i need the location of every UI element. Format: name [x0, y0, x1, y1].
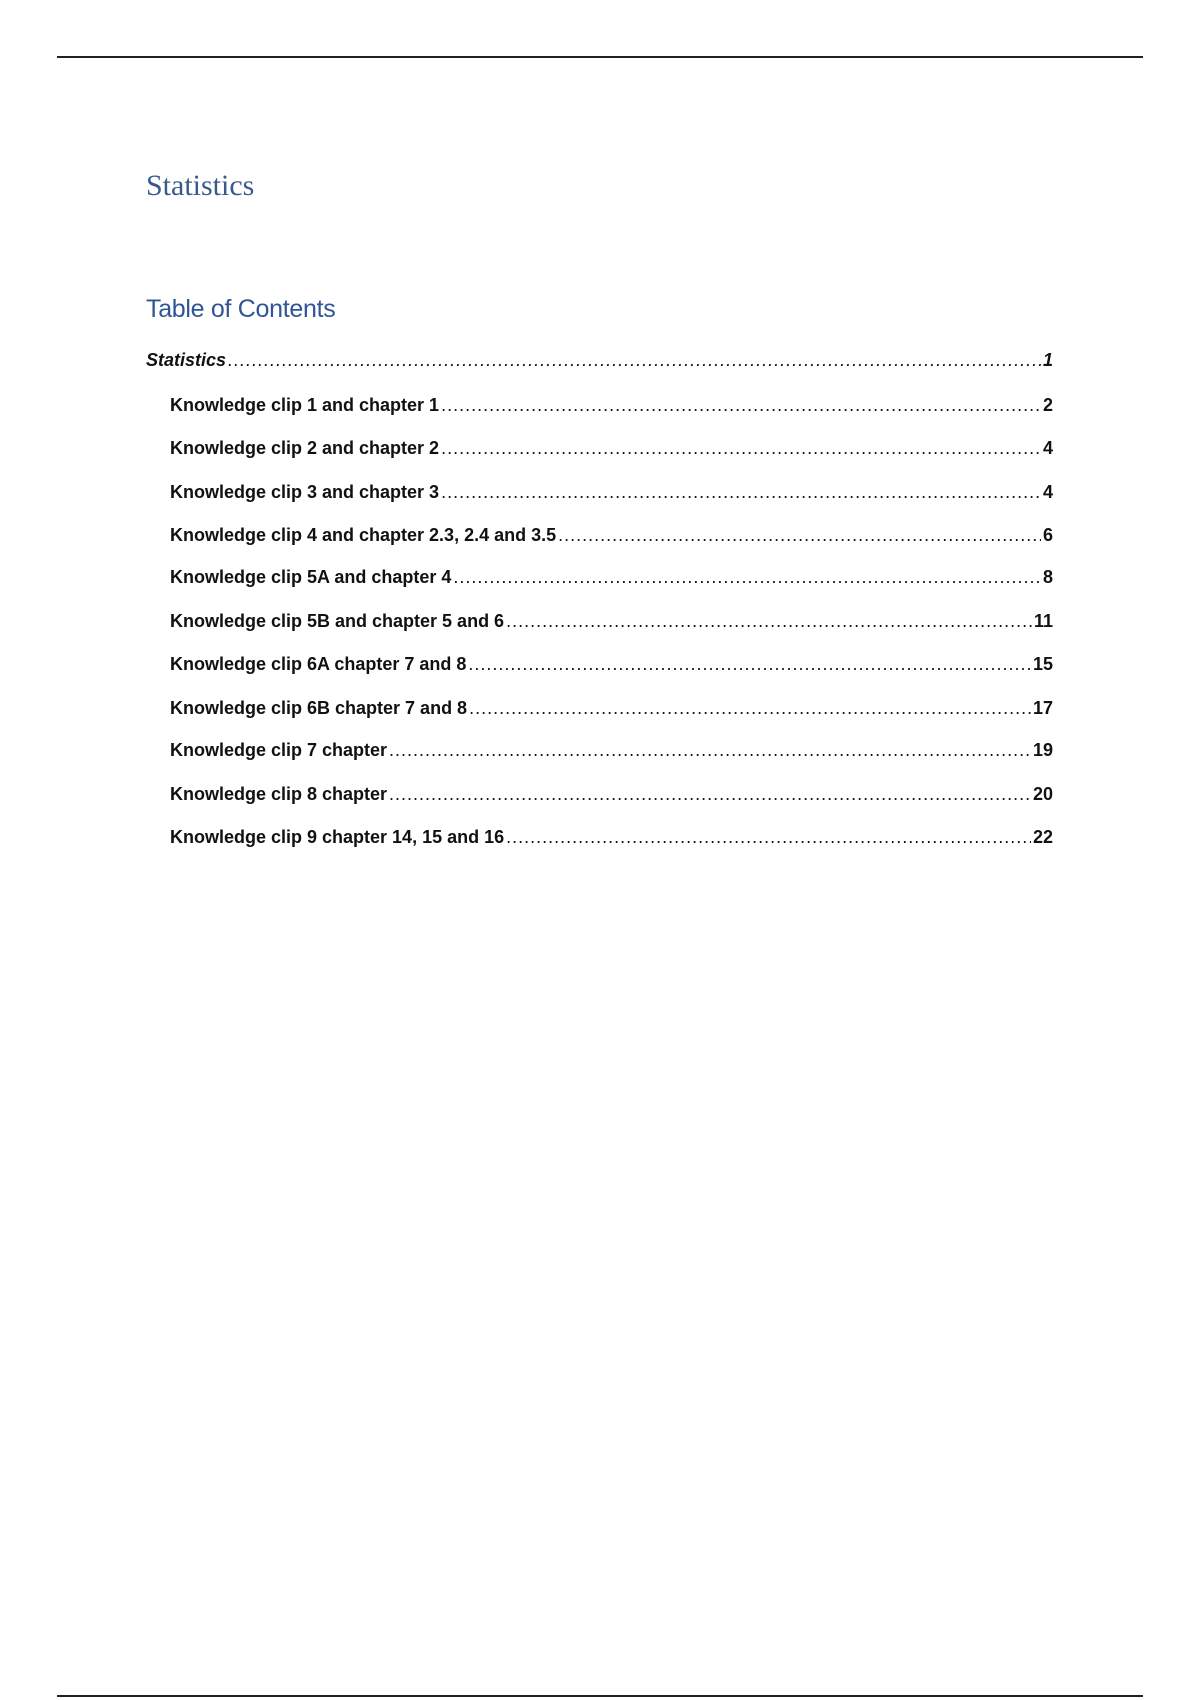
toc-entry-page: 1	[1042, 350, 1053, 370]
toc-dot-leader	[441, 436, 1041, 460]
toc-dot-leader	[469, 696, 1031, 720]
toc-entry-label: Knowledge clip 1 and chapter 1	[170, 395, 440, 415]
toc-entry-clip-5a[interactable]	[170, 565, 1053, 589]
toc-entry-label: Knowledge clip 2 and chapter 2	[170, 438, 440, 458]
toc-dot-leader	[506, 609, 1032, 633]
toc-entry-page: 22	[1032, 827, 1053, 847]
toc-dot-leader	[506, 825, 1031, 849]
toc-dot-leader	[228, 348, 1041, 372]
toc-dot-leader	[441, 480, 1041, 504]
toc-dot-leader	[441, 393, 1041, 417]
toc-dot-leader	[389, 782, 1031, 806]
toc-heading: Table of Contents	[146, 295, 336, 323]
toc-entry-label: Knowledge clip 5A and chapter 4	[170, 567, 452, 587]
toc-entry-page: 19	[1032, 740, 1053, 760]
toc-entry-clip-1[interactable]	[170, 393, 1053, 417]
toc-entry-clip-9[interactable]	[170, 825, 1053, 849]
toc-entry-clip-5b[interactable]	[170, 609, 1053, 633]
toc-entry-clip-3[interactable]	[170, 480, 1053, 504]
toc-entry-clip-4[interactable]	[170, 523, 1053, 547]
toc-entry-label: Knowledge clip 7 chapter	[170, 740, 388, 760]
toc-entry-label: Knowledge clip 4 and chapter 2.3, 2.4 and 3.5	[170, 525, 557, 545]
toc-dot-leader	[558, 523, 1041, 547]
toc-entry-clip-6b[interactable]	[170, 696, 1053, 720]
toc-entry-label: Knowledge clip 9 chapter 14, 15 and 16	[170, 827, 505, 847]
footer-rule	[57, 1695, 1143, 1697]
toc-entry-page: 17	[1032, 698, 1053, 718]
header-rule	[57, 56, 1143, 58]
toc-entry-clip-7[interactable]	[170, 738, 1053, 762]
toc-dot-leader	[389, 738, 1031, 762]
document-title: Statistics	[146, 169, 255, 202]
toc-entry-clip-6a[interactable]	[170, 652, 1053, 676]
toc-entry-page: 8	[1042, 567, 1053, 587]
toc-entry-label: Knowledge clip 5B and chapter 5 and 6	[170, 611, 505, 631]
toc-entry-page: 4	[1042, 438, 1053, 458]
toc-entry-label: Knowledge clip 6A chapter 7 and 8	[170, 654, 467, 674]
toc-entry-statistics[interactable]	[146, 348, 1053, 372]
toc-entry-label: Knowledge clip 3 and chapter 3	[170, 482, 440, 502]
toc-entry-page: 6	[1042, 525, 1053, 545]
toc-entry-clip-2[interactable]	[170, 436, 1053, 460]
toc-dot-leader	[468, 652, 1031, 676]
toc-entry-label: Knowledge clip 8 chapter	[170, 784, 388, 804]
toc-entry-label: Statistics	[146, 350, 227, 370]
toc-entry-page: 15	[1032, 654, 1053, 674]
toc-entry-page: 20	[1032, 784, 1053, 804]
toc-entry-page: 4	[1042, 482, 1053, 502]
toc-entry-page: 11	[1033, 611, 1053, 631]
toc-entry-clip-8[interactable]	[170, 782, 1053, 806]
toc-entry-page: 2	[1042, 395, 1053, 415]
toc-entry-label: Knowledge clip 6B chapter 7 and 8	[170, 698, 468, 718]
toc-dot-leader	[453, 565, 1041, 589]
